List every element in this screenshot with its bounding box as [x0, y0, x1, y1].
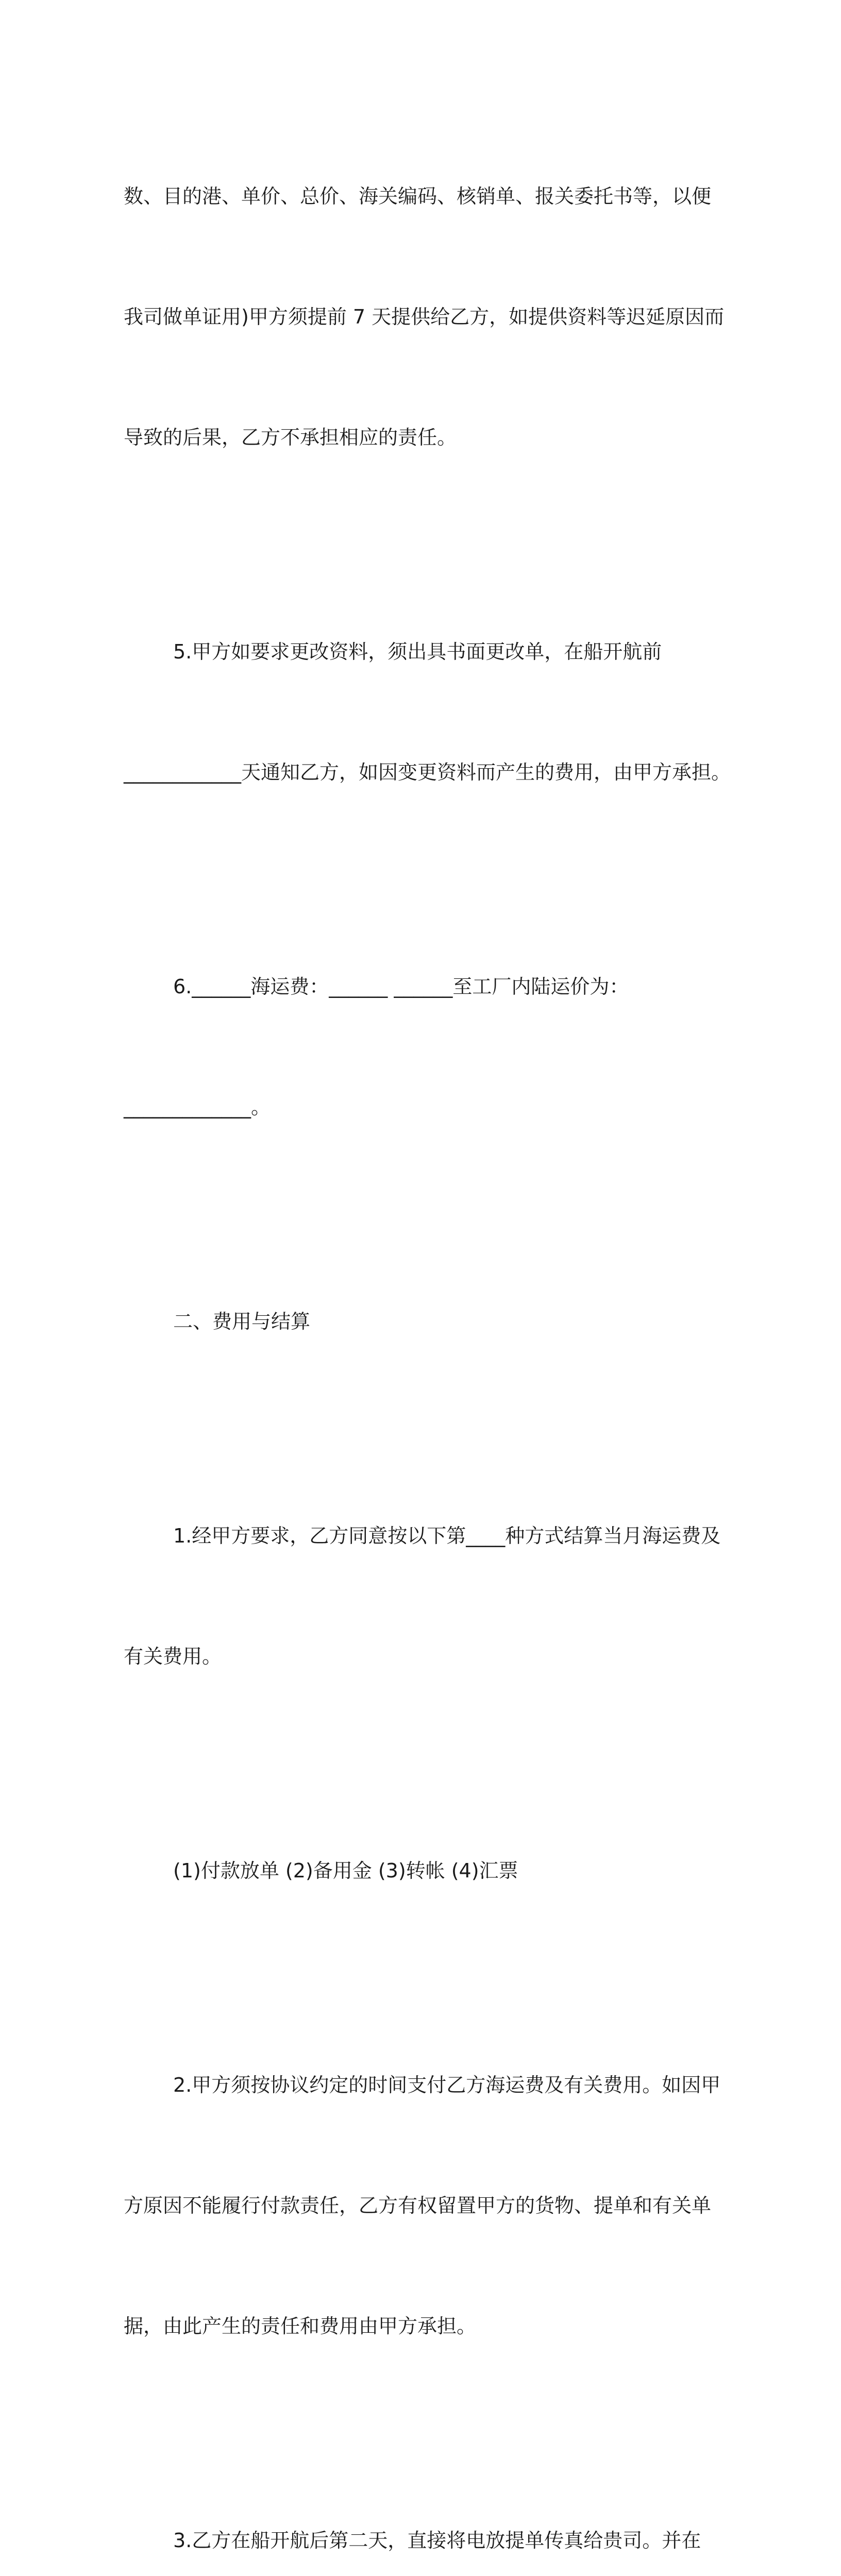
text-line: 方原因不能履行付款责任，乙方有权留置甲方的货物、提单和有关单	[124, 2194, 712, 2217]
paragraph-payment-options	[124, 1770, 716, 1971]
text-line: 数、目的港、单价、总价、海关编码、核销单、报关委托书等，以便	[124, 185, 712, 208]
text-line: 1.经甲方要求，乙方同意按以下第____种方式结算当月海运费及	[173, 1524, 721, 1547]
document-page	[124, 96, 731, 2576]
paragraph-settlement-1	[124, 1435, 721, 1757]
text-line: (1)付款放单 (2)备用金 (3)转帐 (4)汇票	[173, 1859, 518, 1882]
paragraph-clause-5	[124, 551, 731, 873]
text-line: 我司做单证用)甲方须提前 7 天提供给乙方，如提供资料等迟延原因而	[124, 306, 725, 328]
text-line: 6.______海运费：______ ______至工厂内陆运价为：	[173, 975, 629, 998]
section-heading-fees-settlement	[124, 1221, 716, 1422]
text-line: ____________天通知乙方，如因变更资料而产生的费用，由甲方承担。	[124, 761, 731, 784]
section-heading: 二、费用与结算	[173, 1310, 311, 1333]
text-line: 导致的后果，乙方不承担相应的责任。	[124, 426, 457, 449]
paragraph-settlement-2	[124, 1985, 721, 2427]
text-line: 5.甲方如要求更改资料，须出具书面更改单，在船开航前	[173, 640, 662, 663]
paragraph-provide-materials	[124, 96, 725, 538]
text-line: 3.乙方在船开航后第二天，直接将电放提单传真给贵司。并在	[173, 2529, 701, 2552]
text-line: _____________。	[124, 1096, 271, 1118]
paragraph-clause-6	[124, 886, 716, 1208]
text-line: 据，由此产生的责任和费用由甲方承担。	[124, 2315, 477, 2337]
paragraph-settlement-3	[124, 2440, 716, 2576]
text-line: 2.甲方须按协议约定的时间支付乙方海运费及有关费用。如因甲	[173, 2074, 721, 2096]
text-line: 有关费用。	[124, 1645, 222, 1668]
